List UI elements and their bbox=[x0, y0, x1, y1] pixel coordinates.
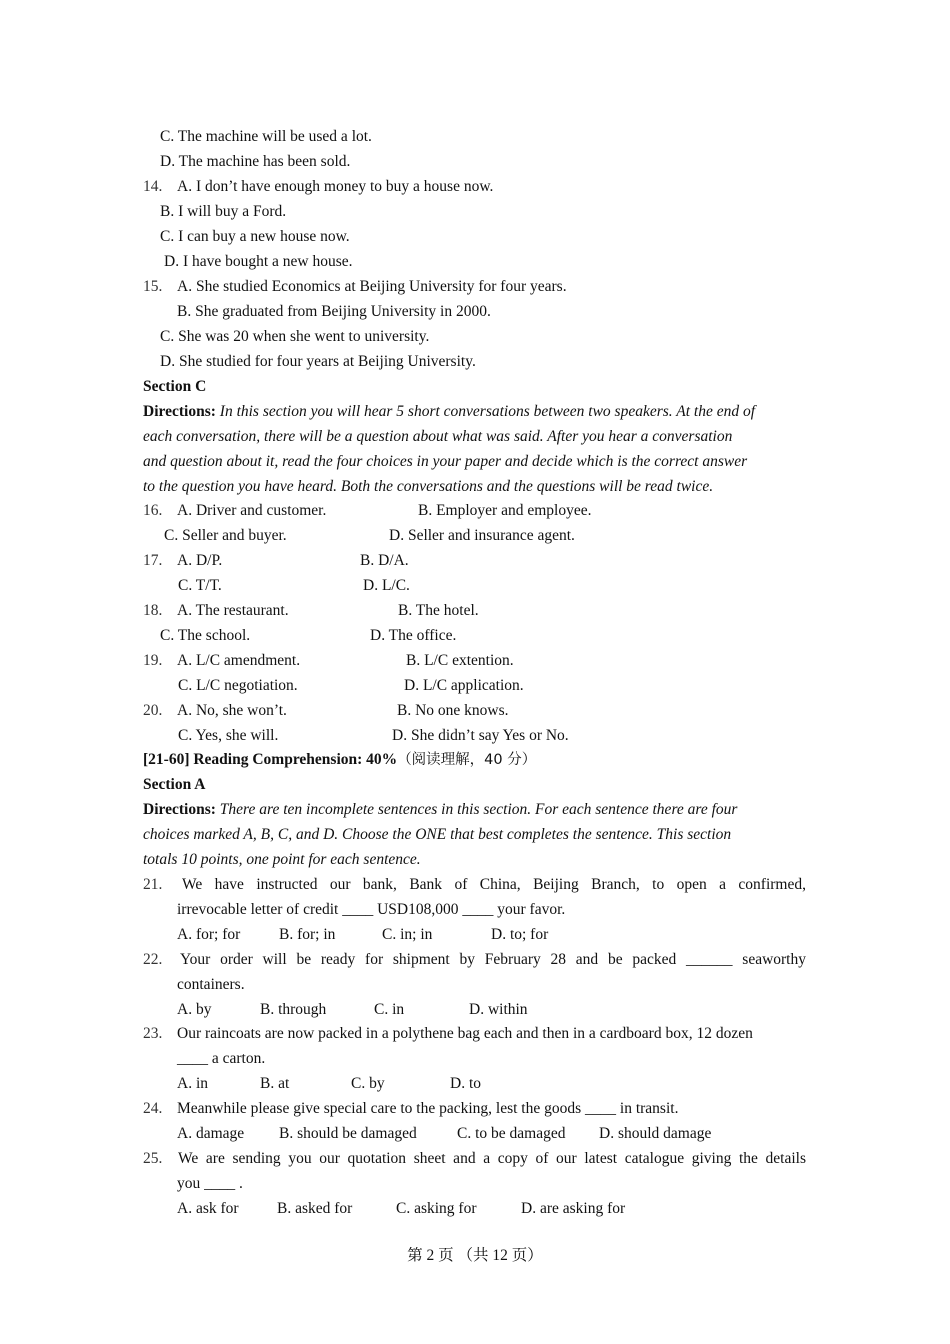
q24-option-c: C. to be damaged bbox=[457, 1125, 566, 1142]
section-a-directions-line-3: totals 10 points, one point for each sentence. bbox=[143, 851, 421, 868]
section-c-directions-label: Directions: bbox=[143, 403, 216, 420]
q25-option-a: A. ask for bbox=[177, 1200, 239, 1217]
q20-option-c: C. Yes, she will. bbox=[178, 727, 279, 744]
q18-option-b: B. The hotel. bbox=[398, 602, 479, 619]
q18-option-a: A. The restaurant. bbox=[177, 602, 289, 619]
q21-option-a: A. for; for bbox=[177, 926, 241, 943]
q22-stem-line-2: containers. bbox=[177, 976, 245, 993]
q23-stem-line-1: Our raincoats are now packed in a polythene bag each and then in a cardboard box, 12 dozen bbox=[177, 1025, 753, 1042]
section-a-directions-line-2: choices marked A, B, C, and D. Choose the ONE that best completes the sentence. This section bbox=[143, 826, 732, 843]
page-footer: 第 2 页 （共 12 页） bbox=[407, 1247, 543, 1264]
q14-option-c: C. I can buy a new house now. bbox=[160, 228, 350, 245]
q20-option-b: B. No one knows. bbox=[397, 702, 509, 719]
q21-option-b: B. for; in bbox=[279, 926, 336, 943]
section-c-directions-line-1: Directions: In this section you will hear 5 short conversations between two speakers. At the end of bbox=[143, 403, 756, 420]
q22-option-c: C. in bbox=[374, 1001, 405, 1018]
q15-option-b: B. She graduated from Beijing University in 2000. bbox=[177, 303, 491, 320]
reading-heading-cn: （阅读理解，40 分） bbox=[397, 752, 537, 768]
q21-stem-line-2: irrevocable letter of credit ____ USD108,000 ____ your favor. bbox=[177, 901, 566, 918]
q18-option-c: C. The school. bbox=[160, 627, 251, 644]
q21-stem-line-1: We have instructed our bank, Bank of China, Beijing Branch, to open a confirmed, bbox=[182, 876, 806, 893]
q17-option-a: A. D/P. bbox=[177, 552, 223, 569]
q22-number: 22. bbox=[143, 951, 163, 968]
q17-option-b: B. D/A. bbox=[360, 552, 409, 569]
q24-stem-line-1: Meanwhile please give special care to the packing, lest the goods ____ in transit. bbox=[177, 1100, 679, 1117]
section-c-title: Section C bbox=[143, 378, 207, 395]
q17-option-d: D. L/C. bbox=[363, 577, 410, 594]
q20-option-a: A. No, she won’t. bbox=[177, 702, 287, 719]
q25-option-d: D. are asking for bbox=[521, 1200, 626, 1217]
q16-option-c: C. Seller and buyer. bbox=[164, 527, 287, 544]
q16-number: 16. bbox=[143, 502, 163, 519]
q23-option-a: A. in bbox=[177, 1075, 208, 1092]
q15-option-c: C. She was 20 when she went to university. bbox=[160, 328, 430, 345]
q14-option-d: D. I have bought a new house. bbox=[164, 253, 353, 270]
q15-number: 15. bbox=[143, 278, 163, 295]
q19-option-b: B. L/C extention. bbox=[406, 652, 514, 669]
q20-option-d: D. She didn’t say Yes or No. bbox=[392, 727, 569, 744]
reading-comprehension-heading: [21-60] Reading Comprehension: 40%（阅读理解，40 分） bbox=[143, 751, 537, 768]
q19-option-c: C. L/C negotiation. bbox=[178, 677, 298, 694]
section-c-directions-line-2: each conversation, there will be a question about what was said. After you hear a conversation bbox=[143, 428, 733, 445]
section-c-directions-line-4: to the question you have heard. Both the conversations and the questions will be read twice. bbox=[143, 478, 714, 495]
q24-number: 24. bbox=[143, 1100, 163, 1117]
q25-number: 25. bbox=[143, 1150, 163, 1167]
q13-option-d: D. The machine has been sold. bbox=[160, 153, 351, 170]
section-a-directions-label: Directions: bbox=[143, 801, 216, 818]
q16-option-d: D. Seller and insurance agent. bbox=[389, 527, 575, 544]
q24-option-b: B. should be damaged bbox=[279, 1125, 417, 1142]
q17-option-c: C. T/T. bbox=[178, 577, 222, 594]
q23-stem-line-2: ____ a carton. bbox=[177, 1050, 266, 1067]
q21-number: 21. bbox=[143, 876, 163, 893]
q16-option-b: B. Employer and employee. bbox=[418, 502, 592, 519]
q25-option-b: B. asked for bbox=[277, 1200, 353, 1217]
q14-option-a: A. I don’t have enough money to buy a house now. bbox=[177, 178, 494, 195]
q14-option-b: B. I will buy a Ford. bbox=[160, 203, 287, 220]
q25-option-c: C. asking for bbox=[396, 1200, 477, 1217]
q19-option-d: D. L/C application. bbox=[404, 677, 524, 694]
q19-option-a: A. L/C amendment. bbox=[177, 652, 301, 669]
q23-option-d: D. to bbox=[450, 1075, 481, 1092]
q18-number: 18. bbox=[143, 602, 163, 619]
q16-option-a: A. Driver and customer. bbox=[177, 502, 327, 519]
q19-number: 19. bbox=[143, 652, 163, 669]
section-c-directions-line-3: and question about it, read the four choices in your paper and decide which is the correct answer bbox=[143, 453, 748, 470]
q22-option-b: B. through bbox=[260, 1001, 327, 1018]
q15-option-d: D. She studied for four years at Beijing University. bbox=[160, 353, 476, 370]
q17-number: 17. bbox=[143, 552, 163, 569]
q25-stem-line-2: you ____ . bbox=[177, 1175, 243, 1192]
q22-stem-line-1: Your order will be ready for shipment by February 28 and be packed ______ seaworthy bbox=[180, 951, 806, 968]
section-a-title: Section A bbox=[143, 776, 206, 793]
q23-option-c: C. by bbox=[351, 1075, 385, 1092]
q20-number: 20. bbox=[143, 702, 163, 719]
q23-number: 23. bbox=[143, 1025, 163, 1042]
section-a-directions-line-1: Directions: There are ten incomplete sentences in this section. For each sentence there are four bbox=[143, 801, 738, 818]
q23-option-b: B. at bbox=[260, 1075, 290, 1092]
q21-option-c: C. in; in bbox=[382, 926, 433, 943]
q22-option-a: A. by bbox=[177, 1001, 212, 1018]
q18-option-d: D. The office. bbox=[370, 627, 457, 644]
q24-option-a: A. damage bbox=[177, 1125, 245, 1142]
q25-stem-line-1: We are sending you our quotation sheet and a copy of our latest catalogue giving the details bbox=[178, 1150, 806, 1167]
q13-option-c: C. The machine will be used a lot. bbox=[160, 128, 372, 145]
q22-option-d: D. within bbox=[469, 1001, 528, 1018]
q15-option-a: A. She studied Economics at Beijing University for four years. bbox=[177, 278, 567, 295]
q24-option-d: D. should damage bbox=[599, 1125, 712, 1142]
q21-option-d: D. to; for bbox=[491, 926, 549, 943]
q14-number: 14. bbox=[143, 178, 163, 195]
